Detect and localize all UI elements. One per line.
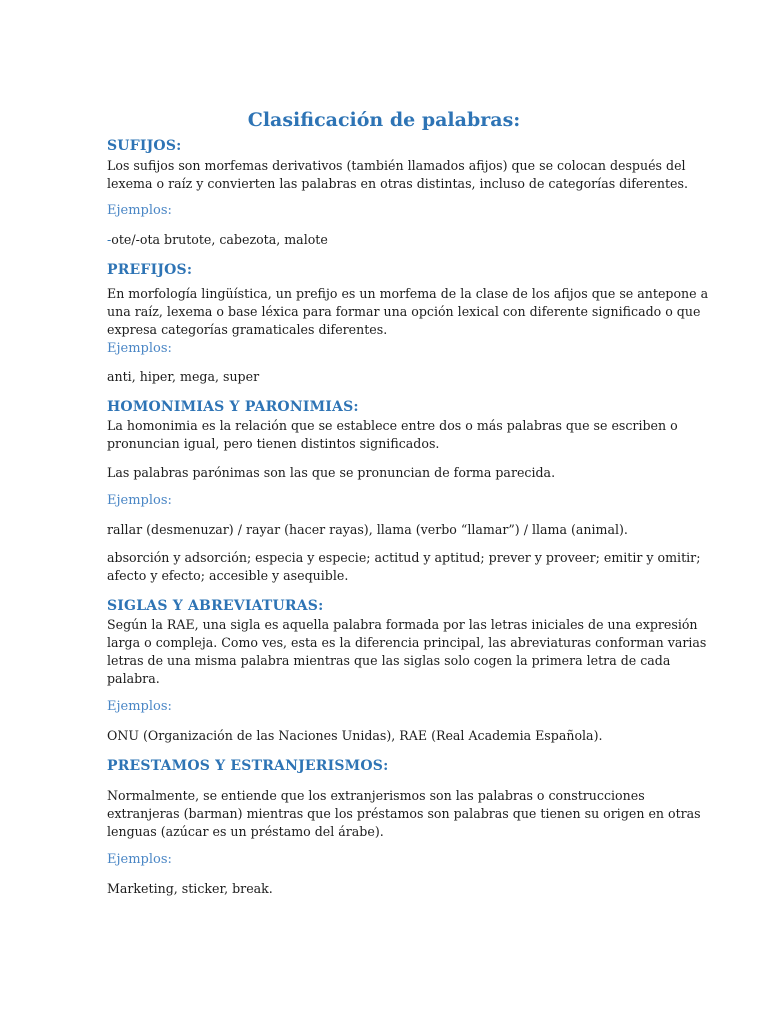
prefijos-text-line-2: una raíz, lexema o base léxica para formar una opción lexical con diferente significado o que: [107, 304, 701, 319]
prestamos-example-text: Marketing, sticker, break.: [107, 881, 273, 896]
homonimias-examples-label: Ejemplos:: [107, 493, 172, 508]
siglas-text-line-2: larga o compleja. Como ves, esta es la diferencia principal, las abreviaturas conforman varias: [107, 635, 707, 650]
sufijos-text-line-1: Los sufijos son morfemas derivativos (también llamados afijos) que se colocan después del: [107, 158, 686, 173]
siglas-example-text: ONU (Organización de las Naciones Unidas), RAE (Real Academia Española).: [107, 728, 603, 743]
homonimias-example-line-2: absorción y adsorción; especia y especie; actitud y aptitud; prever y proveer; emitir y omitir;: [107, 550, 701, 565]
prestamos-text-line-2: extranjeras (barman) mientras que los préstamos son palabras que tienen su origen en otras: [107, 806, 701, 821]
homonimias-text-line-2: pronuncian igual, pero tienen distintos significados.: [107, 436, 440, 451]
prefijos-example-text: anti, hiper, mega, super: [107, 369, 260, 384]
siglas-text-line-1: Según la RAE, una sigla es aquella palabra formada por las letras iniciales de una expresión: [107, 617, 698, 632]
prestamos-text-line-1: Normalmente, se entiende que los extranjerismos son las palabras o construcciones: [107, 788, 645, 803]
section-heading-prestamos: PRESTAMOS Y ESTRANJERISMOS:: [107, 758, 389, 774]
sufijos-examples-label: Ejemplos:: [107, 203, 172, 218]
prefijos-text-line-1: En morfología lingüística, un prefijo es un morfema de la clase de los afijos que se antepone a: [107, 286, 709, 301]
sufijos-text-line-2: lexema o raíz y convierten las palabras en otras distintas, incluso de categorías diferentes.: [107, 176, 688, 191]
homonimias-example-line-3: afecto y efecto; accesible y asequible.: [107, 568, 349, 583]
page-title: Clasificación de palabras:: [247, 109, 521, 131]
example-dash: -: [107, 232, 112, 247]
paronimas-text-line: Las palabras parónimas son las que se pronuncian de forma parecida.: [107, 465, 556, 480]
siglas-examples-label: Ejemplos:: [107, 699, 172, 714]
section-heading-siglas: SIGLAS Y ABREVIATURAS:: [107, 598, 324, 614]
sufijos-example-text: ote/-ota brutote, cabezota, malote: [111, 232, 328, 247]
section-heading-homonimias: HOMONIMIAS Y PARONIMIAS:: [107, 399, 359, 415]
siglas-text-line-4: palabra.: [107, 671, 160, 686]
prefijos-examples-label: Ejemplos:: [107, 341, 172, 356]
prestamos-examples-label: Ejemplos:: [107, 852, 172, 867]
siglas-text-line-3: letras de una misma palabra mientras que las siglas solo cogen la primera letra de cada: [107, 653, 671, 668]
homonimias-example-line-1: rallar (desmenuzar) / rayar (hacer rayas), llama (verbo “llamar”) / llama (animal).: [107, 522, 628, 537]
prefijos-text-line-3: expresa categorías gramaticales diferentes.: [107, 322, 388, 337]
section-heading-sufijos: SUFIJOS:: [107, 138, 182, 154]
sufijos-example-line: [107, 231, 328, 249]
prestamos-text-line-3: lenguas (azúcar es un préstamo del árabe).: [107, 824, 384, 839]
homonimias-text-line-1: La homonimia es la relación que se establece entre dos o más palabras que se escriben o: [107, 418, 678, 433]
section-heading-prefijos: PREFIJOS:: [107, 262, 193, 278]
